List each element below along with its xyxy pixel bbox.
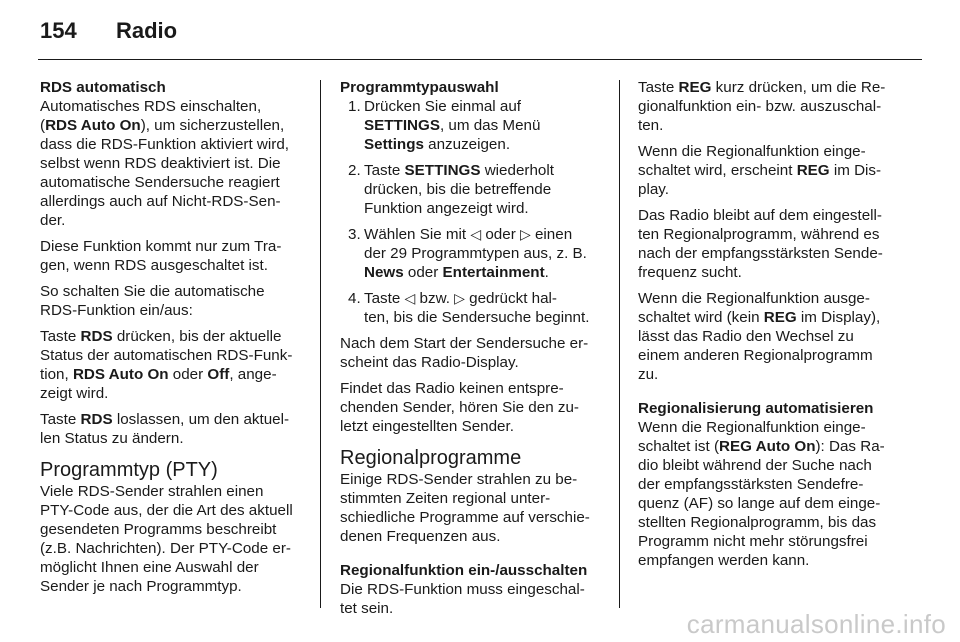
steps-list [340, 97, 608, 327]
paragraph-rds-release: Taste RDS loslassen, um den aktuel- len Status zu ändern. [40, 411, 290, 447]
list-item: 2. Taste SETTINGS wiederholt drücken, bis die betreffende Funktion angezeigt wird. [348, 162, 554, 217]
column-2 [340, 78, 608, 625]
heading-regionalprogramme: Regionalprogramme [340, 447, 522, 469]
column-1 [40, 78, 308, 603]
heading-regionalisierung: Regionalisierung automatisieren [638, 400, 874, 417]
page-number: 154 [40, 18, 77, 43]
paragraph-rds-auto: Automatisches RDS einschalten, (RDS Auto On), um sicherzustellen, dass die RDS-Funktion aktiviert wird, selbst wenn RDS deaktiviert ist. Die automatische Sendersuche reagiert allerdings auch auf Nicht-RDS-Sen- der. [40, 98, 289, 229]
page-title: Radio [116, 18, 178, 43]
header-rule [38, 59, 922, 60]
right-arrow-icon: ▷ [454, 290, 465, 306]
paragraph-reg-on: Wenn die Regionalfunktion einge- schaltet wird, erscheint REG im Dis- play. [638, 143, 882, 198]
left-arrow-icon: ◁ [404, 290, 416, 306]
list-item: 1. Drücken Sie einmal auf SETTINGS, um das Menü Settings anzuzeigen. [348, 98, 541, 153]
list-item: 3. Wählen Sie mit ◁ oder ▷ einen der 29 Programmtypen aus, z. B. News oder Entertainment. [348, 226, 587, 281]
paragraph-no-station: Findet das Radio keinen entspre- chenden Sender, hören Sie den zu- letzt eingestellten Sender. [340, 380, 579, 435]
column-divider-2 [619, 80, 620, 608]
watermark: carmanualsonline.info [686, 609, 946, 639]
paragraph-pty: Viele RDS-Sender strahlen einen PTY-Code aus, der die Art des aktuell gesendeten Programms beschreibt (z.B. Nachrichten). Der PTY-Code er- möglicht Ihnen eine Auswahl der Sender je nach Programmtyp. [40, 483, 293, 595]
right-arrow-icon: ▷ [519, 226, 531, 242]
paragraph-reg-auto: Wenn die Regionalfunktion einge- schaltet ist (REG Auto On): Das Ra- dio bleibt während der Suche nach der empfangsstärksten Sendefre- quenz (AF) so lange auf dem einge- stellten Regionalprogramm, bis das Programm nicht mehr störungsfrei empfangen werden kann. [638, 419, 885, 569]
left-arrow-icon: ◁ [470, 226, 482, 242]
paragraph-rds-press: Taste RDS drücken, bis der aktuelle Status der automatischen RDS-Funk- tion, RDS Auto On oder Off, ange- zeigt wird. [40, 328, 293, 402]
paragraph-reg-press: Taste REG kurz drücken, um die Re- gionalfunktion ein- bzw. auszuschal- ten. [638, 79, 886, 134]
paragraph-regional: Einige RDS-Sender strahlen zu be- stimmten Zeiten regional unter- schiedliche Programme auf verschie- denen Frequenzen aus. [340, 471, 590, 545]
paragraph-rds-howto: So schalten Sie die automatische RDS-Funktion ein/aus: [40, 283, 265, 319]
page-header [40, 16, 177, 46]
heading-programmtyp: Programmtyp (PTY) [40, 459, 218, 481]
paragraph-reg-off: Wenn die Regionalfunktion ausge- schaltet wird (kein REG im Display), lässt das Radio den Wechsel zu einem anderen Regionalprogramm zu. [638, 290, 881, 383]
heading-rds-automatisch: RDS automatisch [40, 79, 166, 96]
heading-regionalfunktion: Regionalfunktion ein-/ausschalten [340, 562, 588, 579]
column-3 [638, 78, 906, 577]
paragraph-rds-must: Die RDS-Funktion muss eingeschal- tet sein. [340, 581, 585, 617]
paragraph-reg-stays: Das Radio bleibt auf dem eingestell- ten Regionalprogramm, während es nach der empfangsstärksten Sende- frequenz sucht. [638, 207, 883, 281]
column-divider-1 [320, 80, 321, 608]
list-item: 4. Taste ◁ bzw. ▷ gedrückt hal- ten, bis die Sendersuche beginnt. [348, 290, 590, 326]
paragraph-search-start: Nach dem Start der Sendersuche er- scheint das Radio-Display. [340, 335, 589, 371]
heading-programmtypauswahl: Programmtypauswahl [340, 79, 499, 96]
paragraph-rds-note: Diese Funktion kommt nur zum Tra- gen, wenn RDS ausgeschaltet ist. [40, 238, 282, 274]
